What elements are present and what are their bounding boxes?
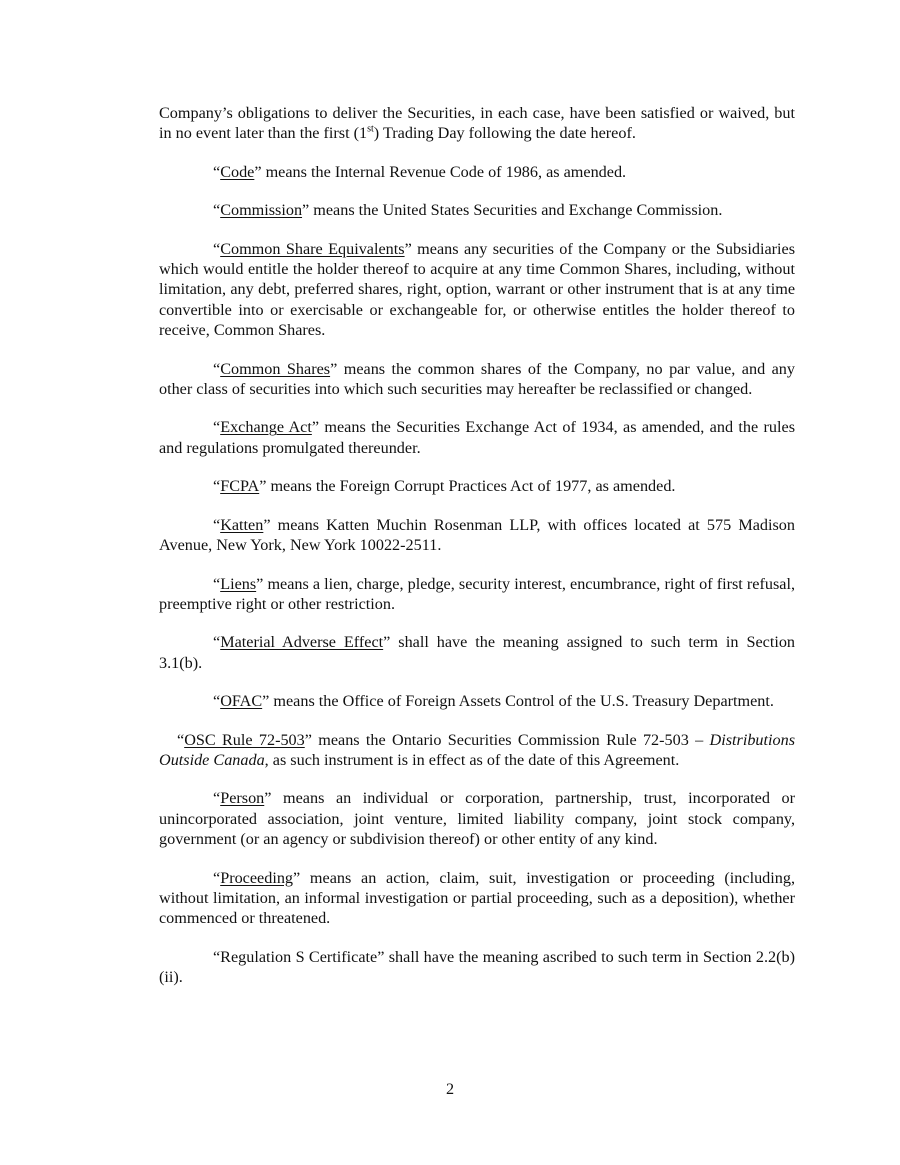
definition-text: means a lien, charge, pledge, security interest, encumbrance, right of first refusal, preemptive right or other restriction. xyxy=(159,574,795,613)
close-quote: ” xyxy=(330,359,338,378)
definition-osc-rule xyxy=(159,730,795,771)
definition-text: means any securities of the Company or the Subsidiaries which would entitle the holder thereof to acquire at any time Common Shares, including, without limitation, any debt, preferred shares, right, option, warrant or other instrument that is at any time convertible into or exercisable or exchangeable for, or otherwise entitles the holder thereof to receive, Common Shares. xyxy=(159,239,795,340)
definition-text: means the Ontario Securities Commission Rule 72-503 – xyxy=(311,730,710,749)
close-quote: ” xyxy=(256,574,264,593)
definition-text: shall have the meaning assigned to such term in Section 3.1(b). xyxy=(159,633,796,672)
open-quote: “ xyxy=(213,515,221,534)
definition-liens xyxy=(159,574,795,615)
defined-term: FCPA xyxy=(220,477,260,496)
defined-term: Commission xyxy=(220,201,303,220)
defined-term: Liens xyxy=(220,574,257,593)
open-quote: “ xyxy=(213,692,221,711)
definition-common-share-equivalents xyxy=(159,239,795,341)
page-number: 2 xyxy=(445,1080,455,1098)
close-quote: ” xyxy=(311,418,320,437)
close-quote: ” xyxy=(263,515,271,534)
open-quote: “ xyxy=(213,239,221,258)
definition-text: means the Office of Foreign Assets Control of the U.S. Treasury Department. xyxy=(269,692,774,711)
defined-term: Common Share Equivalents xyxy=(220,239,405,258)
definition-ofac xyxy=(159,691,795,711)
definition-text: means an action, claim, suit, investigation or proceeding (including, without limitation, an informal investigation or partial proceeding, such as a deposition), whether commenced or threatened. xyxy=(159,868,795,928)
definition-text: means Katten Muchin Rosenman LLP, with offices located at 575 Madison Avenue, New York, New York 10022-2511. xyxy=(159,515,795,555)
open-quote: “ xyxy=(213,574,221,593)
defined-term: Material Adverse Effect xyxy=(220,633,384,652)
definition-text: means the Foreign Corrupt Practices Act of 1977, as amended. xyxy=(266,477,676,496)
close-quote: ” xyxy=(262,692,270,711)
open-quote: “ xyxy=(213,477,221,496)
definition-text: means the Internal Revenue Code of 1986, as amended. xyxy=(261,162,627,181)
definition-text: “Regulation S Certificate” shall have the meaning ascribed to such term in Section 2.2(b)(ii). xyxy=(159,947,795,987)
definition-commission xyxy=(159,200,795,220)
intro-text-end: ) Trading Day following the date hereof. xyxy=(373,124,636,143)
defined-term: OSC Rule 72-503 xyxy=(184,730,305,749)
close-quote: ” xyxy=(383,633,391,652)
definition-text: means the Securities Exchange Act of 1934, as amended, and the rules and regulations promulgated thereunder. xyxy=(159,418,795,457)
definition-text: means the United States Securities and Exchange Commission. xyxy=(309,201,723,220)
definition-regulation-s-certificate xyxy=(159,947,795,988)
definition-material-adverse-effect xyxy=(159,632,795,673)
definition-text: means an individual or corporation, partnership, trust, incorporated or unincorporated association, joint venture, limited liability company, joint stock company, government (or an agency or subdivision thereof) or other entity of any kind. xyxy=(159,789,795,849)
open-quote: “ xyxy=(177,730,185,749)
close-quote: ” xyxy=(302,201,310,220)
open-quote: “ xyxy=(213,162,221,181)
definition-proceeding xyxy=(159,868,795,929)
intro-paragraph xyxy=(159,103,795,144)
defined-term: Katten xyxy=(220,515,264,534)
definition-common-shares xyxy=(159,359,795,400)
defined-term: Proceeding xyxy=(220,868,294,887)
ordinal-superscript: st xyxy=(367,124,374,136)
open-quote: “ xyxy=(213,789,221,808)
definition-text-end: , as such instrument is in effect as of the date of this Agreement. xyxy=(264,750,680,769)
open-quote: “ xyxy=(213,633,221,652)
definition-text: means the common shares of the Company, no par value, and any other class of securities into which such securities may hereafter be reclassified or changed. xyxy=(159,359,795,399)
close-quote: ” xyxy=(254,162,262,181)
defined-term: Person xyxy=(220,789,265,808)
close-quote: ” xyxy=(259,477,267,496)
open-quote: “ xyxy=(213,201,221,220)
open-quote: “ xyxy=(213,359,221,378)
definition-fcpa xyxy=(159,476,795,496)
defined-term: Exchange Act xyxy=(220,418,312,437)
intro-text-start: Company’s obligations to deliver the Securities, in each case, have been satisfied or waived, but in no event later than the first (1 xyxy=(159,104,795,143)
close-quote: ” xyxy=(404,239,412,258)
close-quote: ” xyxy=(293,868,301,887)
open-quote: “ xyxy=(213,868,221,887)
italic-title: Distributions Outside Canada xyxy=(159,730,795,769)
page-body xyxy=(159,103,795,988)
close-quote: ” xyxy=(264,789,272,808)
definition-katten xyxy=(159,515,795,556)
defined-term: OFAC xyxy=(220,692,263,711)
definition-code xyxy=(159,162,795,182)
close-quote: ” xyxy=(304,730,312,749)
definition-exchange-act xyxy=(159,417,795,458)
open-quote: “ xyxy=(213,418,221,437)
definition-person xyxy=(159,788,795,849)
defined-term: Common Shares xyxy=(220,359,331,378)
defined-term: Code xyxy=(220,162,255,181)
